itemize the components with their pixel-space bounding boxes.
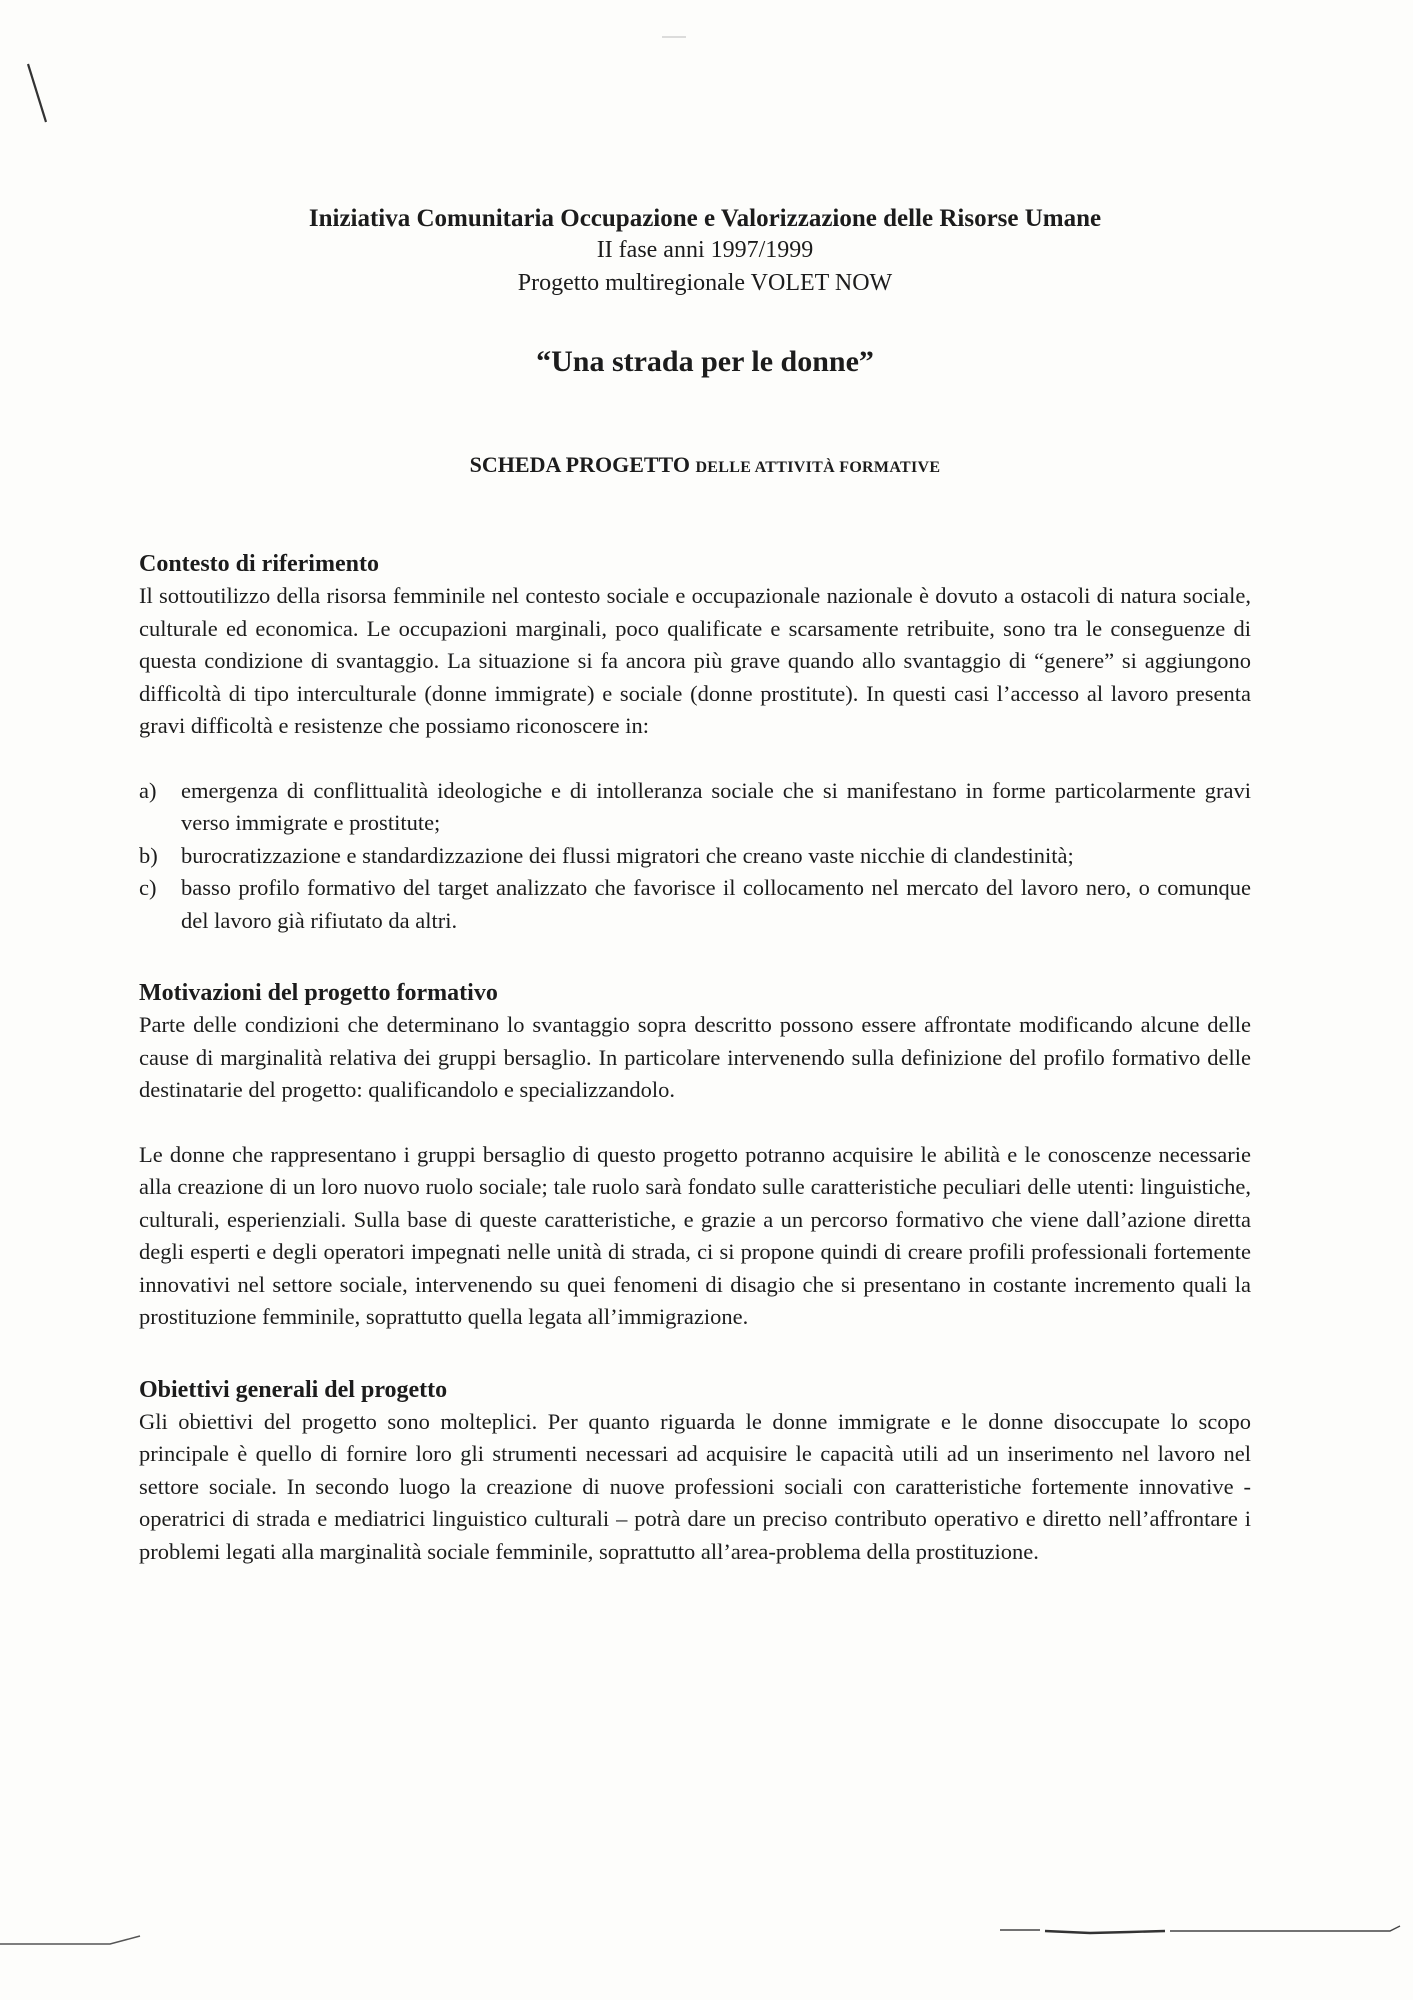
list-item-label: b) xyxy=(139,842,158,868)
section-obiettivi xyxy=(139,1374,1251,1569)
obstacles-list xyxy=(139,775,1251,938)
section-motivazioni xyxy=(139,977,1251,1334)
paragraph: Il sottoutilizzo della risorsa femminile nel contesto sociale e occupazionale nazionale è dovuto a ostacoli di natura sociale, culturale ed economica. Le occupazioni marginali, poco qualificate e scarsamente retribuite, sono tra le conseguenze di questa condizione di svantaggio. La situazione si fa ancora più grave quando allo svantaggio di “genere” si aggiungono difficoltà di tipo interculturale (donne immigrate) e sociale (donne prostitute). In questi casi l’accesso al lavoro presenta gravi difficoltà e resistenze che possiamo riconoscere in: xyxy=(139,583,1251,738)
paragraph: Le donne che rappresentano i gruppi bersaglio di questo progetto potranno acquisire le abilità e le conoscenze necessarie alla creazione di un loro nuovo ruolo sociale; tale ruolo sarà fondato sulle caratteristiche peculiari delle utenti: linguistiche, culturali, esperienziali. Sulla base di queste caratteristiche, e grazie a un percorso formativo che viene dall’azione diretta degli esperti e degli operatori impegnati nelle unità di strada, ci si propone quindi di creare profili professionali fortemente innovativi nel settore sociale, intervenendo su quei fenomeni di disagio che si presentano in costante incremento quali la prostituzione femminile, soprattutto quella legata all’immigrazione. xyxy=(139,1141,1251,1329)
header-project: Progetto multiregionale VOLET NOW xyxy=(517,270,893,296)
spacer xyxy=(139,1107,1251,1139)
scan-mark-top-left xyxy=(22,60,52,130)
header-phase: II fase anni 1997/1999 xyxy=(596,237,814,263)
list-item xyxy=(139,775,1251,840)
scheda-sub: DELLE ATTIVITÀ FORMATIVE xyxy=(695,459,941,476)
spacer xyxy=(139,743,1251,775)
scan-mark-bottom-left xyxy=(0,1930,150,1950)
list-item-text: emergenza di conflittualità ideologiche e di intolleranza sociale che si manifestano in forme particolarmente gravi verso immigrate e prostitute; xyxy=(181,777,1251,835)
list-item-label: c) xyxy=(139,875,157,900)
document-title: “Una strada per le donne” xyxy=(536,345,874,378)
list-item-label: a) xyxy=(139,777,157,803)
scheda-heading xyxy=(140,452,1270,478)
section-title: Contesto di riferimento xyxy=(139,551,379,577)
list-item-text: basso profilo formativo del target analizzato che favorisce il collocamento nel mercato del lavoro nero, o comunque del lavoro già rifiutato da altri. xyxy=(181,875,1251,933)
section-contesto xyxy=(139,548,1251,937)
section-title: Motivazioni del progetto formativo xyxy=(139,980,498,1006)
scan-mark-top-center xyxy=(660,32,690,42)
list-item-text: burocratizzazione e standardizzazione dei flussi migratori che creano vaste nicchie di clandestinità; xyxy=(181,842,1074,868)
header-initiative: Iniziativa Comunitaria Occupazione e Valorizzazione delle Risorse Umane xyxy=(308,205,1102,232)
paragraph: Gli obiettivi del progetto sono molteplici. Per quanto riguarda le donne immigrate e le donne disoccupate lo scopo principale è quello di fornire loro gli strumenti necessari ad acquisire le capacità utili ad un inserimento nel lavoro nel settore sociale. In secondo luogo la creazione di nuove professioni sociali con caratteristiche fortemente innovative - operatrici di strada e mediatrici linguistico culturali – potrà dare un preciso contributo operativo e diretto nell’affrontare i problemi legati alla marginalità sociale femminile, soprattutto all’area-problema della prostituzione. xyxy=(139,1408,1251,1564)
scheda-main: SCHEDA PROGETTO xyxy=(469,452,690,477)
section-title: Obiettivi generali del progetto xyxy=(139,1376,448,1403)
paragraph: Parte delle condizioni che determinano lo svantaggio sopra descritto possono essere affrontate modificando alcune delle cause di marginalità relativa dei gruppi bersaglio. In particolare intervenendo sulla definizione del profilo formativo delle destinatarie del progetto: qualificandolo e specializzandolo. xyxy=(139,1012,1251,1102)
list-item xyxy=(139,840,1251,873)
scan-mark-bottom-right xyxy=(1000,1920,1405,1945)
list-item xyxy=(139,872,1251,937)
document-body xyxy=(139,548,1251,1568)
